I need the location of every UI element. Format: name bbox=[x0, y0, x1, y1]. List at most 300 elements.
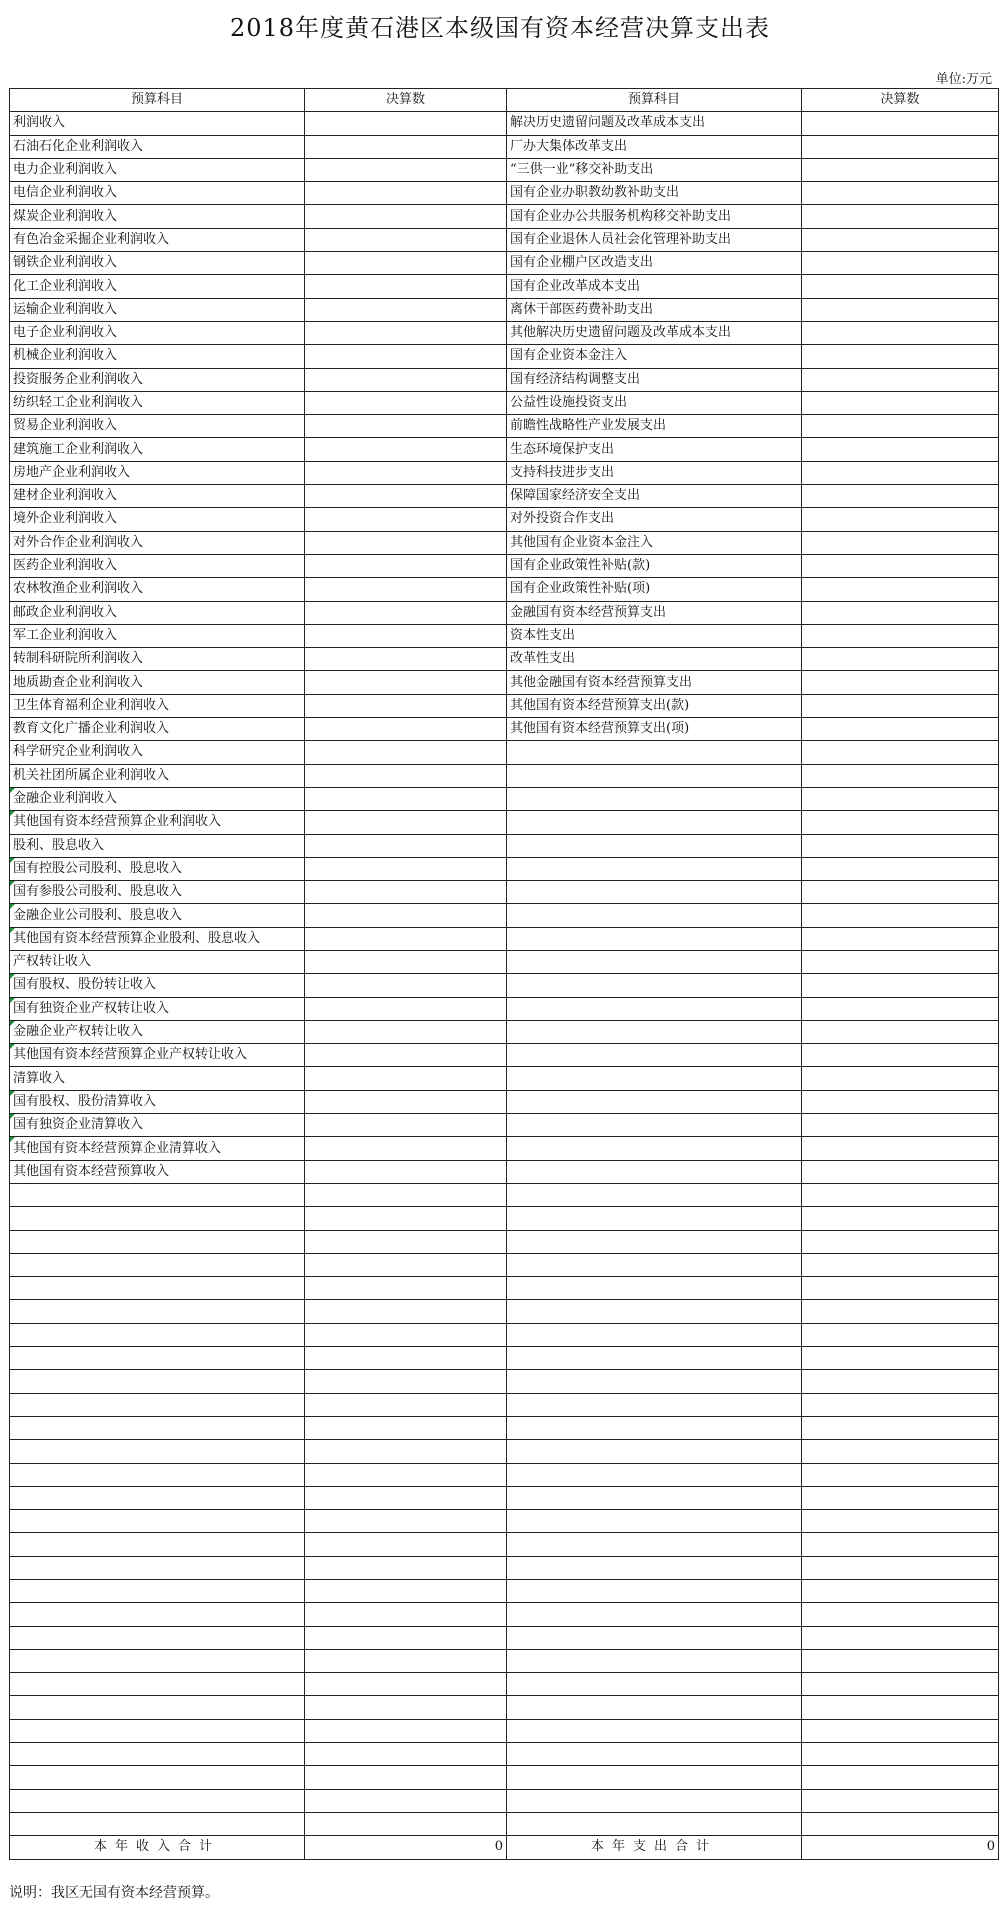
empty-cell bbox=[10, 1416, 305, 1439]
table-row bbox=[10, 112, 999, 135]
income-item-value bbox=[305, 158, 507, 181]
empty-cell bbox=[802, 1440, 999, 1463]
table-row bbox=[10, 1719, 999, 1742]
empty-cell bbox=[507, 1277, 802, 1300]
empty-cell bbox=[507, 1207, 802, 1230]
empty-cell bbox=[802, 1253, 999, 1276]
expense-item-name: 资本性支出 bbox=[507, 624, 802, 647]
income-item-value bbox=[305, 321, 507, 344]
empty-cell bbox=[10, 1626, 305, 1649]
empty-cell bbox=[10, 1183, 305, 1206]
expense-item-name bbox=[507, 811, 802, 834]
empty-cell bbox=[802, 1416, 999, 1439]
table-row bbox=[10, 578, 999, 601]
empty-cell bbox=[507, 1393, 802, 1416]
table-row bbox=[10, 1510, 999, 1533]
expense-item-name: “三供一业”移交补助支出 bbox=[507, 158, 802, 181]
income-item-value bbox=[305, 391, 507, 414]
income-item-value bbox=[305, 531, 507, 554]
table-row bbox=[10, 1766, 999, 1789]
income-item-value bbox=[305, 718, 507, 741]
expense-item-value bbox=[802, 904, 999, 927]
income-item-value bbox=[305, 1090, 507, 1113]
table-row bbox=[10, 1603, 999, 1626]
empty-cell bbox=[507, 1812, 802, 1835]
expense-item-value bbox=[802, 811, 999, 834]
income-item-value bbox=[305, 787, 507, 810]
empty-cell bbox=[305, 1789, 507, 1812]
expense-item-name: 解决历史遗留问题及改革成本支出 bbox=[507, 112, 802, 135]
income-item-value bbox=[305, 415, 507, 438]
income-item-name: 纺织轻工企业利润收入 bbox=[10, 391, 305, 414]
income-item-value bbox=[305, 881, 507, 904]
table-row bbox=[10, 834, 999, 857]
empty-cell bbox=[802, 1463, 999, 1486]
income-item-value bbox=[305, 741, 507, 764]
empty-cell bbox=[305, 1463, 507, 1486]
expense-item-value bbox=[802, 275, 999, 298]
empty-cell bbox=[507, 1719, 802, 1742]
empty-cell bbox=[802, 1603, 999, 1626]
income-item-name: 建材企业利润收入 bbox=[10, 485, 305, 508]
table-row bbox=[10, 1347, 999, 1370]
table-row bbox=[10, 787, 999, 810]
expense-item-name bbox=[507, 857, 802, 880]
empty-cell bbox=[10, 1277, 305, 1300]
empty-cell bbox=[802, 1207, 999, 1230]
income-item-name: 金融企业产权转让收入 bbox=[10, 1020, 305, 1043]
table-row bbox=[10, 228, 999, 251]
empty-cell bbox=[10, 1323, 305, 1346]
empty-cell bbox=[305, 1812, 507, 1835]
empty-cell bbox=[10, 1719, 305, 1742]
table-row bbox=[10, 345, 999, 368]
income-item-value bbox=[305, 950, 507, 973]
empty-cell bbox=[802, 1533, 999, 1556]
empty-cell bbox=[507, 1766, 802, 1789]
expense-item-value bbox=[802, 508, 999, 531]
income-item-name: 运输企业利润收入 bbox=[10, 298, 305, 321]
expense-item-value bbox=[802, 228, 999, 251]
expense-item-value bbox=[802, 321, 999, 344]
income-item-name: 钢铁企业利润收入 bbox=[10, 252, 305, 275]
expense-item-name bbox=[507, 950, 802, 973]
expense-item-name bbox=[507, 974, 802, 997]
income-item-name: 化工企业利润收入 bbox=[10, 275, 305, 298]
expense-item-value bbox=[802, 881, 999, 904]
expense-item-name bbox=[507, 881, 802, 904]
income-item-name: 对外合作企业利润收入 bbox=[10, 531, 305, 554]
empty-cell bbox=[507, 1696, 802, 1719]
expense-item-value bbox=[802, 1090, 999, 1113]
empty-cell bbox=[507, 1556, 802, 1579]
empty-cell bbox=[10, 1649, 305, 1672]
expense-item-value bbox=[802, 461, 999, 484]
expense-item-value bbox=[802, 764, 999, 787]
empty-cell bbox=[10, 1510, 305, 1533]
table-row bbox=[10, 741, 999, 764]
empty-cell bbox=[305, 1696, 507, 1719]
income-item-value bbox=[305, 298, 507, 321]
table-row bbox=[10, 974, 999, 997]
table-row bbox=[10, 694, 999, 717]
expense-item-name: 国有企业改革成本支出 bbox=[507, 275, 802, 298]
income-item-value bbox=[305, 1160, 507, 1183]
empty-cell bbox=[305, 1230, 507, 1253]
income-total-label: 本年收入合计 bbox=[10, 1836, 305, 1859]
income-item-name: 医药企业利润收入 bbox=[10, 554, 305, 577]
expense-item-value bbox=[802, 1137, 999, 1160]
expense-item-value bbox=[802, 1067, 999, 1090]
table-row bbox=[10, 1463, 999, 1486]
expense-item-name bbox=[507, 1137, 802, 1160]
table-row bbox=[10, 1556, 999, 1579]
expense-item-value bbox=[802, 112, 999, 135]
expense-item-name: 公益性设施投资支出 bbox=[507, 391, 802, 414]
table-row bbox=[10, 321, 999, 344]
income-item-value bbox=[305, 1044, 507, 1067]
expense-item-value bbox=[802, 741, 999, 764]
empty-cell bbox=[305, 1323, 507, 1346]
income-item-name: 产权转让收入 bbox=[10, 950, 305, 973]
empty-cell bbox=[305, 1300, 507, 1323]
income-item-value bbox=[305, 1114, 507, 1137]
table-row bbox=[10, 1649, 999, 1672]
income-item-name: 利润收入 bbox=[10, 112, 305, 135]
empty-cell bbox=[507, 1323, 802, 1346]
income-item-value bbox=[305, 578, 507, 601]
income-item-name: 其他国有资本经营预算企业产权转让收入 bbox=[10, 1044, 305, 1067]
expense-item-name bbox=[507, 1160, 802, 1183]
expense-item-name bbox=[507, 834, 802, 857]
expense-item-value bbox=[802, 950, 999, 973]
empty-cell bbox=[802, 1347, 999, 1370]
empty-cell bbox=[10, 1486, 305, 1509]
income-item-name: 其他国有资本经营预算企业股利、股息收入 bbox=[10, 927, 305, 950]
table-row bbox=[10, 205, 999, 228]
expense-item-value bbox=[802, 671, 999, 694]
expense-item-name: 其他国有企业资本金注入 bbox=[507, 531, 802, 554]
expense-item-value bbox=[802, 252, 999, 275]
footnote: 说明：我区无国有资本经营预算。 bbox=[9, 1885, 219, 1901]
empty-cell bbox=[10, 1603, 305, 1626]
expense-item-name: 国有企业办职教幼教补助支出 bbox=[507, 182, 802, 205]
table-row bbox=[10, 1277, 999, 1300]
expense-item-value bbox=[802, 368, 999, 391]
empty-cell bbox=[802, 1300, 999, 1323]
empty-cell bbox=[507, 1533, 802, 1556]
expense-item-value bbox=[802, 1114, 999, 1137]
expense-item-value bbox=[802, 298, 999, 321]
empty-cell bbox=[10, 1812, 305, 1835]
empty-cell bbox=[10, 1347, 305, 1370]
income-item-name: 转制科研院所利润收入 bbox=[10, 648, 305, 671]
table-row bbox=[10, 1743, 999, 1766]
empty-cell bbox=[305, 1719, 507, 1742]
income-item-name: 国有独资企业产权转让收入 bbox=[10, 997, 305, 1020]
table-row bbox=[10, 182, 999, 205]
table-row bbox=[10, 368, 999, 391]
table-row bbox=[10, 950, 999, 973]
table-row bbox=[10, 997, 999, 1020]
table-row bbox=[10, 1626, 999, 1649]
empty-cell bbox=[305, 1533, 507, 1556]
income-item-name: 国有股权、股份清算收入 bbox=[10, 1090, 305, 1113]
empty-cell bbox=[802, 1812, 999, 1835]
income-item-name: 军工企业利润收入 bbox=[10, 624, 305, 647]
table-row bbox=[10, 158, 999, 181]
expense-item-value bbox=[802, 1020, 999, 1043]
empty-cell bbox=[507, 1347, 802, 1370]
empty-cell bbox=[802, 1580, 999, 1603]
table-row bbox=[10, 811, 999, 834]
income-item-name: 电子企业利润收入 bbox=[10, 321, 305, 344]
expense-item-value bbox=[802, 438, 999, 461]
table-row bbox=[10, 1300, 999, 1323]
expense-item-value bbox=[802, 857, 999, 880]
empty-cell bbox=[507, 1743, 802, 1766]
empty-cell bbox=[10, 1300, 305, 1323]
empty-cell bbox=[802, 1510, 999, 1533]
empty-cell bbox=[507, 1649, 802, 1672]
empty-cell bbox=[802, 1789, 999, 1812]
empty-cell bbox=[802, 1556, 999, 1579]
empty-cell bbox=[10, 1696, 305, 1719]
table-row bbox=[10, 485, 999, 508]
table-row bbox=[10, 1393, 999, 1416]
income-item-name: 投资服务企业利润收入 bbox=[10, 368, 305, 391]
expense-item-name: 国有企业资本金注入 bbox=[507, 345, 802, 368]
income-item-value bbox=[305, 904, 507, 927]
empty-cell bbox=[10, 1533, 305, 1556]
table-row bbox=[10, 415, 999, 438]
expense-item-value bbox=[802, 345, 999, 368]
income-item-name: 国有独资企业清算收入 bbox=[10, 1114, 305, 1137]
income-item-name: 其他国有资本经营预算企业清算收入 bbox=[10, 1137, 305, 1160]
empty-cell bbox=[305, 1510, 507, 1533]
empty-cell bbox=[305, 1370, 507, 1393]
expense-item-name: 国有企业退休人员社会化管理补助支出 bbox=[507, 228, 802, 251]
income-item-name: 境外企业利润收入 bbox=[10, 508, 305, 531]
table-row bbox=[10, 1207, 999, 1230]
empty-cell bbox=[305, 1183, 507, 1206]
expense-item-name: 其他解决历史遗留问题及改革成本支出 bbox=[507, 321, 802, 344]
expense-item-name: 前瞻性战略性产业发展支出 bbox=[507, 415, 802, 438]
header-cell: 决算数 bbox=[305, 89, 507, 112]
table-row bbox=[10, 1090, 999, 1113]
empty-cell bbox=[305, 1440, 507, 1463]
empty-cell bbox=[507, 1253, 802, 1276]
table-row bbox=[10, 1533, 999, 1556]
income-item-value bbox=[305, 648, 507, 671]
expense-item-name: 国有经济结构调整支出 bbox=[507, 368, 802, 391]
empty-cell bbox=[305, 1673, 507, 1696]
table-row bbox=[10, 1114, 999, 1137]
expense-item-value bbox=[802, 415, 999, 438]
table-row bbox=[10, 1486, 999, 1509]
expense-item-value bbox=[802, 718, 999, 741]
empty-cell bbox=[507, 1370, 802, 1393]
expense-item-name bbox=[507, 927, 802, 950]
income-item-name: 有色冶金采掘企业利润收入 bbox=[10, 228, 305, 251]
expense-item-name bbox=[507, 1114, 802, 1137]
empty-cell bbox=[507, 1603, 802, 1626]
empty-cell bbox=[507, 1580, 802, 1603]
income-item-value bbox=[305, 1137, 507, 1160]
table-row bbox=[10, 1580, 999, 1603]
expense-item-name: 其他国有资本经营预算支出(款) bbox=[507, 694, 802, 717]
expense-item-value bbox=[802, 927, 999, 950]
empty-cell bbox=[305, 1603, 507, 1626]
table-row bbox=[10, 601, 999, 624]
total-row bbox=[10, 1836, 999, 1859]
table-row bbox=[10, 1067, 999, 1090]
income-item-name: 其他国有资本经营预算企业利润收入 bbox=[10, 811, 305, 834]
expense-item-value bbox=[802, 834, 999, 857]
income-item-value bbox=[305, 834, 507, 857]
table-row bbox=[10, 1673, 999, 1696]
empty-cell bbox=[305, 1556, 507, 1579]
expense-item-name: 国有企业棚户区改造支出 bbox=[507, 252, 802, 275]
income-item-name: 石油石化企业利润收入 bbox=[10, 135, 305, 158]
expense-item-name: 国有企业政策性补贴(款) bbox=[507, 554, 802, 577]
expense-item-name: 国有企业办公共服务机构移交补助支出 bbox=[507, 205, 802, 228]
income-item-value bbox=[305, 997, 507, 1020]
income-item-name: 教育文化广播企业利润收入 bbox=[10, 718, 305, 741]
income-item-value bbox=[305, 345, 507, 368]
expense-item-name: 厂办大集体改革支出 bbox=[507, 135, 802, 158]
income-item-value bbox=[305, 368, 507, 391]
income-item-value bbox=[305, 1020, 507, 1043]
table-row bbox=[10, 1253, 999, 1276]
expense-total-label: 本年支出合计 bbox=[507, 1836, 802, 1859]
expense-item-value bbox=[802, 787, 999, 810]
table-row bbox=[10, 1416, 999, 1439]
header-cell: 预算科目 bbox=[10, 89, 305, 112]
expense-item-name bbox=[507, 997, 802, 1020]
budget-table bbox=[9, 88, 999, 1860]
empty-cell bbox=[507, 1300, 802, 1323]
empty-cell bbox=[802, 1696, 999, 1719]
empty-cell bbox=[507, 1416, 802, 1439]
empty-cell bbox=[10, 1556, 305, 1579]
table-row bbox=[10, 1230, 999, 1253]
unit-label: 单位:万元 bbox=[935, 72, 992, 87]
income-item-name: 金融企业利润收入 bbox=[10, 787, 305, 810]
table-row bbox=[10, 554, 999, 577]
expense-item-value bbox=[802, 182, 999, 205]
table-row bbox=[10, 1020, 999, 1043]
table-row bbox=[10, 1696, 999, 1719]
expense-item-value bbox=[802, 485, 999, 508]
empty-cell bbox=[10, 1370, 305, 1393]
expense-item-name: 保障国家经济安全支出 bbox=[507, 485, 802, 508]
table-row bbox=[10, 1370, 999, 1393]
table-row bbox=[10, 135, 999, 158]
income-item-value bbox=[305, 671, 507, 694]
empty-cell bbox=[305, 1626, 507, 1649]
table-row bbox=[10, 881, 999, 904]
table-row bbox=[10, 275, 999, 298]
empty-cell bbox=[10, 1463, 305, 1486]
table-row bbox=[10, 648, 999, 671]
income-item-value bbox=[305, 624, 507, 647]
empty-cell bbox=[305, 1416, 507, 1439]
income-item-value bbox=[305, 461, 507, 484]
empty-cell bbox=[802, 1626, 999, 1649]
empty-cell bbox=[802, 1486, 999, 1509]
empty-cell bbox=[10, 1580, 305, 1603]
income-item-name: 机械企业利润收入 bbox=[10, 345, 305, 368]
income-item-name: 农林牧渔企业利润收入 bbox=[10, 578, 305, 601]
empty-cell bbox=[305, 1580, 507, 1603]
empty-cell bbox=[305, 1486, 507, 1509]
expense-item-value bbox=[802, 554, 999, 577]
table-row bbox=[10, 391, 999, 414]
income-item-name: 国有股权、股份转让收入 bbox=[10, 974, 305, 997]
expense-item-value bbox=[802, 648, 999, 671]
empty-cell bbox=[507, 1183, 802, 1206]
expense-item-name: 离休干部医药费补助支出 bbox=[507, 298, 802, 321]
expense-item-name bbox=[507, 787, 802, 810]
empty-cell bbox=[507, 1789, 802, 1812]
empty-cell bbox=[507, 1486, 802, 1509]
table-row bbox=[10, 1183, 999, 1206]
header-cell: 决算数 bbox=[802, 89, 999, 112]
empty-cell bbox=[802, 1719, 999, 1742]
expense-item-name bbox=[507, 1067, 802, 1090]
empty-cell bbox=[10, 1743, 305, 1766]
table-row bbox=[10, 624, 999, 647]
empty-cell bbox=[507, 1510, 802, 1533]
table-row bbox=[10, 298, 999, 321]
income-item-name: 邮政企业利润收入 bbox=[10, 601, 305, 624]
empty-cell bbox=[507, 1230, 802, 1253]
empty-cell bbox=[10, 1230, 305, 1253]
expense-item-value bbox=[802, 1044, 999, 1067]
expense-item-value bbox=[802, 531, 999, 554]
expense-item-name: 其他金融国有资本经营预算支出 bbox=[507, 671, 802, 694]
expense-item-name: 对外投资合作支出 bbox=[507, 508, 802, 531]
income-item-name: 贸易企业利润收入 bbox=[10, 415, 305, 438]
empty-cell bbox=[802, 1393, 999, 1416]
table-row bbox=[10, 904, 999, 927]
table-row bbox=[10, 461, 999, 484]
table-header-row bbox=[10, 89, 999, 112]
expense-item-name: 改革性支出 bbox=[507, 648, 802, 671]
expense-item-value bbox=[802, 974, 999, 997]
expense-item-name: 金融国有资本经营预算支出 bbox=[507, 601, 802, 624]
income-item-name: 电力企业利润收入 bbox=[10, 158, 305, 181]
table-row bbox=[10, 764, 999, 787]
expense-item-value bbox=[802, 391, 999, 414]
expense-item-name: 其他国有资本经营预算支出(项) bbox=[507, 718, 802, 741]
expense-item-value bbox=[802, 158, 999, 181]
income-item-name: 金融企业公司股利、股息收入 bbox=[10, 904, 305, 927]
empty-cell bbox=[305, 1253, 507, 1276]
table-row bbox=[10, 438, 999, 461]
table-row bbox=[10, 508, 999, 531]
empty-cell bbox=[305, 1743, 507, 1766]
expense-item-name bbox=[507, 904, 802, 927]
income-item-value bbox=[305, 135, 507, 158]
expense-item-value bbox=[802, 205, 999, 228]
table-row bbox=[10, 671, 999, 694]
table-row bbox=[10, 857, 999, 880]
income-total-value: 0 bbox=[305, 1836, 507, 1859]
expense-item-name bbox=[507, 764, 802, 787]
table-row bbox=[10, 531, 999, 554]
